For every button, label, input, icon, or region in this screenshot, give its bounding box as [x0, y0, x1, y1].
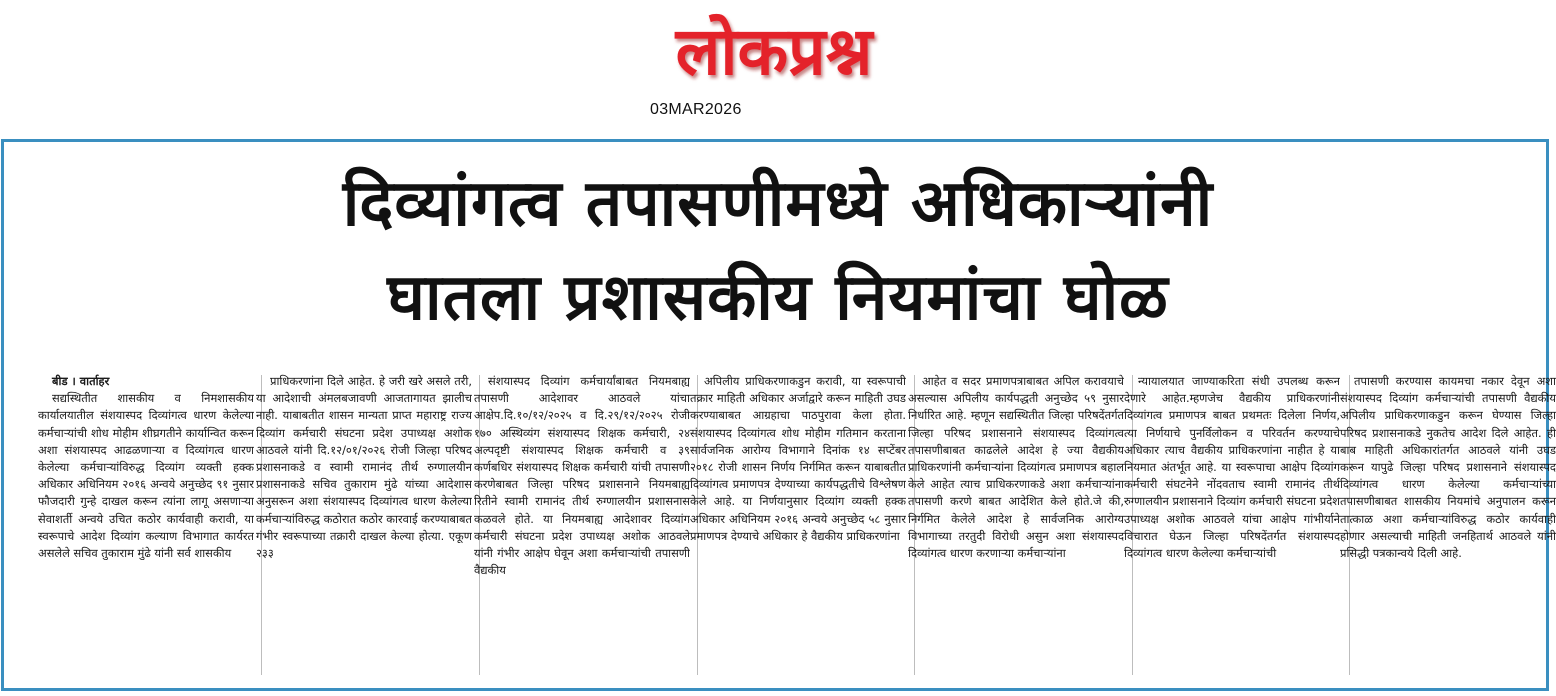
logo-text: लोकप्रश्न — [675, 13, 873, 90]
edition-date: 03MAR2026 — [650, 101, 742, 118]
column-6-text: न्यायालयात जाण्याकरिता संधी उपलब्ध करून देणारे आहेत.म्हणजेच वैद्यकीय प्राधिकरणांनी दिव्यांगत्व प्रमाणपत्र बाबत प्रथमतः दिलेला निर्णय, त्या निर्णयाचे पुनर्विलोकन व परिवर्तन करण्याचे अधिकार त्याच वैद्यकीय प्राधिकरणांना नाहीत हे या नियमात अंतर्भूत आहे. या स्वरूपाचा आक्षेप दिव्यांग कर्मचारी संघटनेने नोंदवताच स्वामी रामानंद तीर्थ रुग्णालयीन प्रशासनाने दिव्यांग कर्मचारी संघटना प्रदेश उपाध्यक्ष अशोक आठवले यांचा आक्षेप गांभीर्याने विचारात घेऊन जिल्हा परिषदेंतर्गत संशयास्पद दिव्यांगत्व धारण केलेल्या कर्मचाऱ्यांची — [1124, 374, 1340, 561]
column-2-text: प्राधिकरणांना दिले आहेत. हे जरी खरे असले तरी, या आदेशाची अंमलबजावणी आजतागायत झालीच नाही. याबाबतीत शासन मान्यता प्राप्त महाराष्ट्र राज्य दिव्यांग कर्मचारी संघटना प्रदेश उपाध्यक्ष अशोक आठवले यांनी दि.१२/०१/२०२६ रोजी जिल्हा परिषद प्रशासनाकडे व स्वामी रामानंद तीर्थ रुग्णालयीन प्रशासनाकडे सचिव तुकाराम मुंढे यांच्या आदेशास अनुसरून अशा संशयास्पद दिव्यांगत्व धारण केलेल्या कर्मचाऱ्यांविरुद्ध कठोरात कठोर कारवाई करण्याबाबत गंभीर स्वरूपाच्या तक्रारी दाखल केल्या होत्या. एकूण २३३ — [256, 374, 472, 561]
column-1-text: सद्यस्थितीत शासकीय व निमशासकीय कार्यालयातील संशयास्पद दिव्यांगत्व धारण केलेल्या कर्मचाऱ्यांची शोध मोहीम शीघ्रगतीने कार्यान्वित करून अशा संशयास्पद आढळणाऱ्या व दिव्यांगत्व धारण केलेल्या कर्मचाऱ्यांविरुद्ध दिव्यांग व्यक्ती हक्क अधिकार अधिनियम २०१६ अन्वये अनुच्छेद ९१ नुसार फौजदारी गुन्हे दाखल करून त्यांना लागू असणाऱ्या सेवाशर्ती अन्वये उचित कठोर कार्यवाही करावी, या स्वरूपाचे आदेश दिव्यांग कल्याण विभागात कार्यरत असलेले सचिव तुकाराम मुंढे यांनी सर्व शासकीय — [38, 391, 254, 561]
article-column-2 — [256, 373, 472, 678]
column-4-text: अपिलीय प्राधिकरणाकडुन करावी, या स्वरूपाची तक्रार माहिती अधिकार अर्जाद्वारे करून माहिती उघड करण्याबाबत आग्रहाचा पाठपुरावा केला होता. संशयास्पद दिव्यांगत्व शोध मोहीम गतिमान करताना सार्वजनिक आरोग्य विभागाने दिनांक १४ सप्टेंबर २०१८ रोजी शासन निर्णय निर्गमित करून याबाबतीत दिव्यांगत्व प्रमाणपत्र देण्याच्या कार्यपद्धतीचे विश्लेषण केले आहे. या निर्णयानुसार दिव्यांग व्यक्ती हक्क अधिकार अधिनियम २०१६ अन्वये अनुच्छेद ५८ नुसार प्रमाणपत्र देण्याचे अधिकार हे वैद्यकीय प्राधिकरणांना — [690, 374, 906, 543]
article-frame — [1, 139, 1556, 691]
column-7-text: तपासणी करण्यास कायमचा नकार देवून अशा संशयास्पद दिव्यांग कर्मचाऱ्यांची तपासणी वैद्यकीय अपिलीय प्राधिकरणाकडुन करून घेण्यास जिल्हा परिषद प्रशासनाकडे नुकतेच आदेश दिले आहेत. ही बाब माहिती अधिकारांतर्गत आठवले यांनी उघड करून यापुढे जिल्हा परिषद प्रशासनाने संशयास्पद दिव्यांगत्व धारण केलेल्या कर्मचाऱ्यांच्या तपासणीबाबत शासकीय नियमांचे अनुपालन करून तात्काळ अशा कर्मचाऱ्यांविरुद्ध कठोर कार्यवाही होणार असल्याची माहिती जनहितार्थ आठवले यांनी प्रसिद्धी पत्रकान्वये दिली आहे. — [1340, 374, 1556, 561]
article-column-4 — [690, 373, 906, 678]
column-5-text: आहेत व सदर प्रमाणपत्राबाबत अपिल करावयाचे असल्यास अपिलीय कार्यपद्धती अनुच्छेद ५९ नुसार निर्धारित आहे. म्हणून सद्यस्थितीत जिल्हा परिषदेंतर्गत जिल्हा परिषद प्रशासनाने संशयास्पद दिव्यांगत्व तपासणीबाबत काढलेले आदेश हे ज्या वैद्यकीय प्राधिकरणांनी कर्मचाऱ्यांना दिव्यांगत्व प्रमाणपत्र बहाल केले आहेत त्याच प्राधिकरणाकडे अशा कर्मचाऱ्यांना तपासणी करणे बाबत आदेशित केले होते.जे की, निर्गमित केलेले आदेश हे सार्वजनिक आरोग्य विभागाच्या तरतुदी विरोधी असुन अशा संशयास्पद दिव्यांगत्व धारण करणाऱ्या कर्मचाऱ्यांना — [908, 374, 1124, 561]
article-column-6 — [1124, 373, 1340, 678]
article-column-7 — [1340, 373, 1556, 678]
headline-line-2: घातला प्रशासकीय नियमांचा घोळ — [387, 261, 1169, 335]
headline-line-1: दिव्यांगत्व तपासणीमध्ये अधिकाऱ्यांनी — [342, 167, 1214, 241]
masthead — [0, 0, 1556, 130]
article-column-5 — [908, 373, 1124, 678]
article-columns — [38, 373, 1556, 678]
byline: बीड । वार्ताहर — [52, 374, 110, 388]
article-column-1 — [38, 373, 254, 678]
article-column-3 — [474, 373, 690, 678]
newspaper-logo — [632, 2, 917, 100]
column-3-text: संशयास्पद दिव्यांग कर्मचार्यांबाबत नियमबाह्य तपासणी आदेशावर आठवले यांचा आक्षेप.दि.१०/१२/२०२५ व दि.२९/१२/२०२५ रोजी १७० अस्थिव्यंग संशयास्पद शिक्षक कर्मचारी, २४ अल्पदृष्टी संशयास्पद शिक्षक कर्मचारी व ३९ कर्णबधिर संशयास्पद शिक्षक कर्मचारी यांची तपासणी करणेबाबत जिल्हा परिषद प्रशासनाने नियमबाह्य रितीने स्वामी रामानंद तीर्थ रुग्णालयीन प्रशासनास कळवले होते. या नियमबाह्य आदेशावर दिव्यांग कर्मचारी संघटना प्रदेश उपाध्यक्ष अशोक आठवले यांनी गंभीर आक्षेप घेवून अशा कर्मचाऱ्यांची तपासणी वैद्यकीय — [474, 374, 690, 578]
